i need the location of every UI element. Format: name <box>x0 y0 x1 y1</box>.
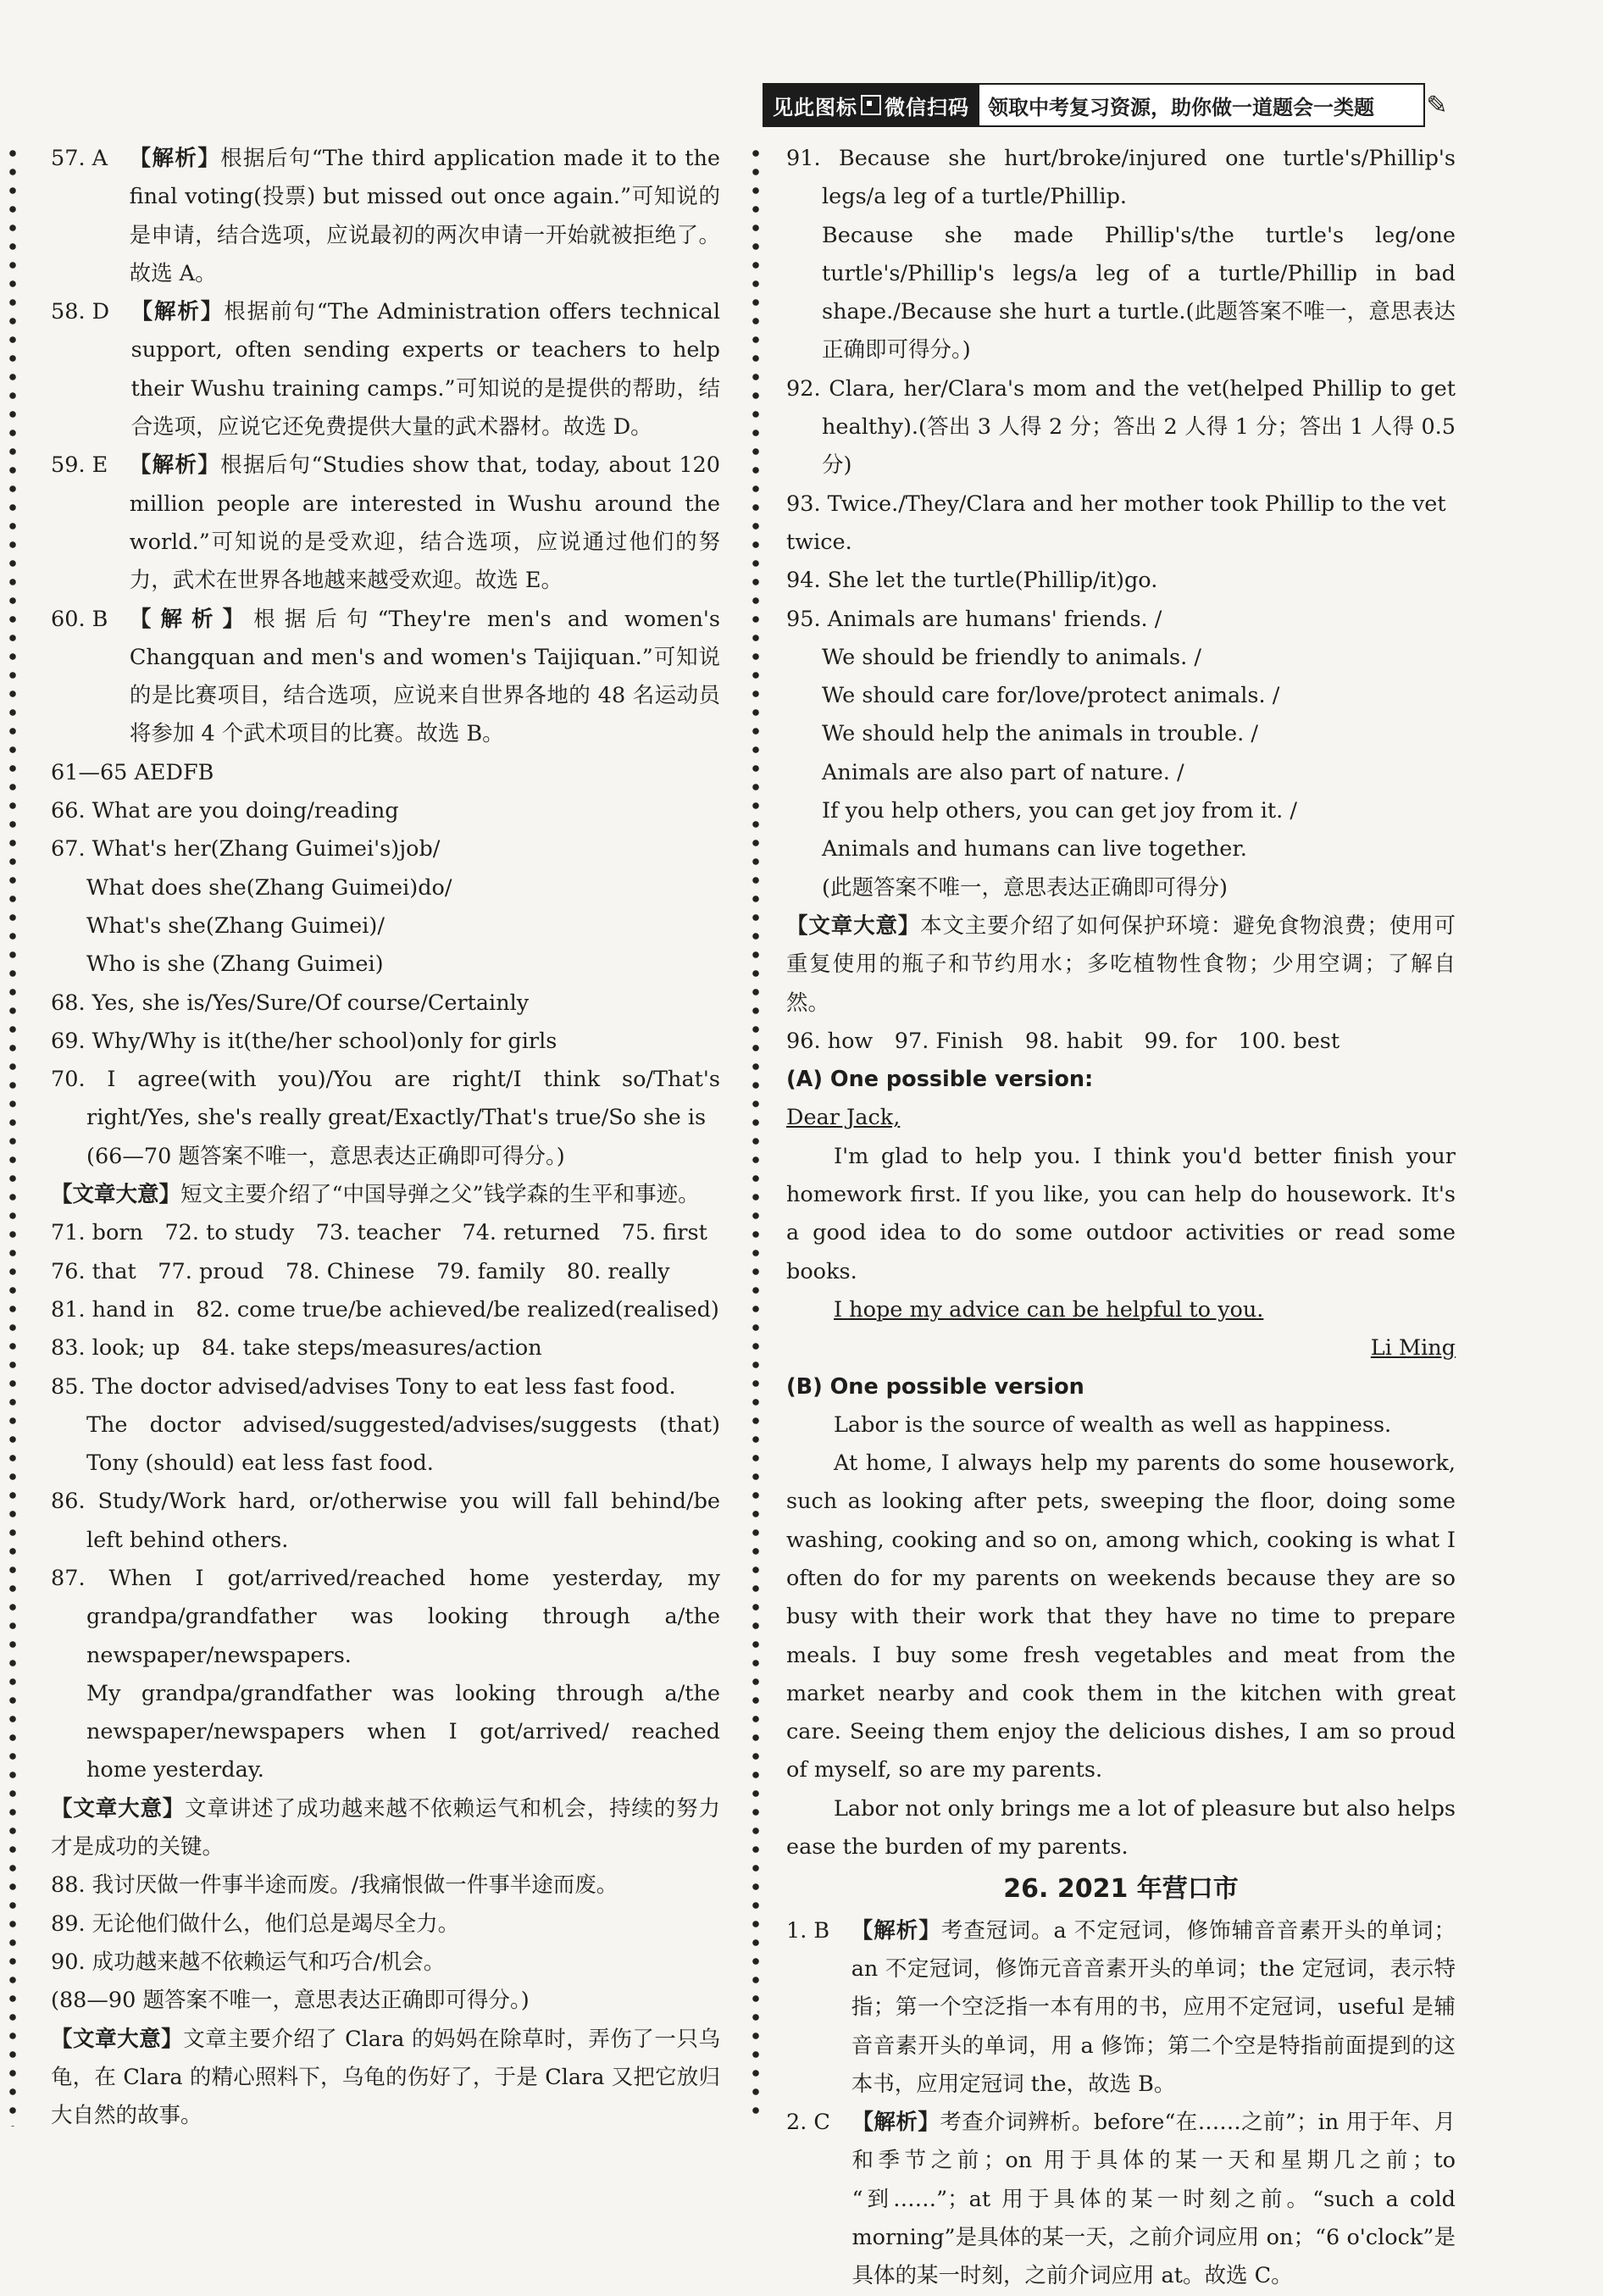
answer-91-alt: Because she made Phillip's/the turtle's leg/one turtle's/Phillip's legs/a leg of a turtle/Phillip in bad shape./Because she hurt a turtle.(此题答案不唯一，意思表达正确即可得分。) <box>822 222 1456 363</box>
answer-67-alt: Who is she (Zhang Guimei) <box>86 951 384 978</box>
answer-q1 <box>786 1912 1456 2104</box>
summary-tag: 【文章大意】 <box>51 1795 186 1822</box>
answer-60 <box>51 601 720 754</box>
analysis-tag: 【解析】 <box>129 146 221 171</box>
banner-text-2: 微信扫码 <box>885 95 969 119</box>
answer-q2 <box>786 2104 1456 2295</box>
answer-87: 87. When I got/arrived/reached home yesterday, my grandpa/grandfather was looking through a/the newspaper/newspapers. <box>51 1565 720 1668</box>
summary-2 <box>51 1790 720 1867</box>
answer-95: 95. Animals are humans' friends. / <box>786 606 1162 632</box>
summary-tag: 【文章大意】 <box>51 2026 184 2052</box>
letter-salutation: Dear Jack, <box>786 1105 901 1131</box>
answer-94: 94. She let the turtle(Phillip/it)go. <box>786 568 1158 594</box>
answer-96-100: 96. how 97. Finish 98. habit 99. for 100. best <box>786 1028 1340 1054</box>
note-95: (此题答案不唯一，意思表达正确即可得分) <box>822 874 1228 901</box>
answer-67: 67. What's her(Zhang Guimei's)job/ <box>51 836 441 862</box>
answer-61-65: 61—65 AEDFB <box>51 759 214 785</box>
answer-66: 66. What are you doing/reading <box>51 798 399 824</box>
answer-85-alt: The doctor advised/suggested/advises/suggests (that) Tony (should) eat less fast food. <box>86 1411 720 1477</box>
section-title: 26. 2021 年营口市 <box>1003 1874 1239 1905</box>
summary-text: 文章主要介绍了 Clara 的妈妈在除草时，弄伤了一只乌龟，在 Clara 的精心照料下，乌龟的伤好了，于是 Clara 又把它放归大自然的故事。 <box>51 2026 720 2129</box>
answer-67-alt: What's she(Zhang Guimei)/ <box>86 912 385 939</box>
banner-text-3: 领取中考复习资源，助你做一道题会一类题 <box>988 95 1374 119</box>
answer-95-alt: Animals and humans can live together. <box>822 836 1247 862</box>
answer-text: 考查冠词。a 不定冠词，修饰辅音音素开头的单词；an 不定冠词，修饰元音音素开头的单词；the 定冠词，表示特指；第一个空泛指一本有用的书，应用不定冠词，useful 是辅音音素开头的单词，用 a 修饰；第二个空是特指前面提到的这本书，应用定冠词 the，故选 B。 <box>851 1917 1456 2097</box>
answer-95-alt: If you help others, you can get joy from it. / <box>822 798 1297 824</box>
answer-number: 2. C <box>786 2110 852 2136</box>
summary-text: 本文主要介绍了如何保护环境：避免食物浪费；使用可重复使用的瓶子和节约用水；多吃植物性食物；少用空调；了解自然。 <box>786 912 1456 1016</box>
right-column <box>786 140 1456 2296</box>
answer-text: 考查介词辨析。before“在……之前”；in 用于年、月和季节之前；on 用于具体的某一天和星期几之前；to “到……”；at 用于具体的某一时刻之前。“such a cold morning”是具体的某一天，之前介词应用 on；“6 o'clock”是具体的某一时刻，之前介词应用 at。故选 C。 <box>851 2110 1456 2289</box>
answer-76-80: 76. that 77. proud 78. Chinese 79. family 80. really <box>51 1258 670 1284</box>
answer-text: 根据后句“They're men's and women's Changquan and men's and women's Taijiquan.”可知说的是比赛项目，结合选项，应说来自世界各地的 48 名运动员将参加 4 个武术项目的比赛。故选 B。 <box>129 606 720 747</box>
summary-tag: 【文章大意】 <box>786 912 921 939</box>
answer-81-82: 81. hand in 82. come true/be achieved/be realized(realised) <box>51 1296 719 1323</box>
summary-text: 短文主要介绍了“中国导弹之父”钱学森的生平和事迹。 <box>180 1182 700 1208</box>
answer-57 <box>51 140 720 293</box>
answer-85: 85. The doctor advised/advises Tony to eat less fast food. <box>51 1373 676 1400</box>
answer-number: 60. B <box>51 606 130 632</box>
answer-70 <box>51 1061 720 1138</box>
answer-89: 89. 无论他们做什么，他们总是竭尽全力。 <box>51 1911 460 1937</box>
left-column <box>51 140 720 2135</box>
summary-1 <box>51 1176 720 1214</box>
scan-label <box>763 83 979 127</box>
answer-90: 90. 成功越来越不依赖运气和巧合/机会。 <box>51 1949 446 1975</box>
analysis-tag: 【解析】 <box>851 1917 941 1944</box>
answer-68: 68. Yes, she is/Yes/Sure/Of course/Certainly <box>51 990 530 1016</box>
answer-text: 根据后句“The third application made it to the final voting(投票) but missed out once again.”可知说的是申请，结合选项，应说最初的两次申请一开始就被拒绝了。故选 A。 <box>129 146 720 286</box>
answer-83-84: 83. look; up 84. take steps/measures/action <box>51 1335 542 1362</box>
letter-signature: Li Ming <box>1370 1335 1456 1362</box>
answer-number: 58. D <box>51 299 131 325</box>
letter-body: I'm glad to help you. I think you'd better finish your homework first. If you like, you can help do housework. It's a good idea to do some outdoor activities or read some books. <box>786 1143 1456 1284</box>
analysis-tag: 【解析】 <box>851 2110 940 2136</box>
answer-91: 91. Because she hurt/broke/injured one turtle's/Phillip's legs/a leg of a turtle/Phillip. <box>786 146 1456 210</box>
analysis-tag: 【解析】 <box>130 299 225 325</box>
analysis-tag: 【解析】 <box>129 606 254 632</box>
answer-92: 92. Clara, her/Clara's mom and the vet(helped Phillip to get healthy).(答出 3 人得 2 分；答出 2 人得 1 分；答出 1 人得 0.5 分) <box>786 375 1456 479</box>
answer-59 <box>51 446 720 600</box>
answer-text: 70. I agree(with you)/You are right/I think so/That's right/Yes, she's really great/Exactly/That's true/So she is <box>51 1067 720 1131</box>
banner-text-1: 见此图标 <box>773 95 857 119</box>
answer-93: 93. Twice./They/Clara and her mother took Phillip to the vet twice. <box>786 491 1453 555</box>
pen-icon: ✎ <box>1426 90 1448 120</box>
summary-tag: 【文章大意】 <box>51 1182 181 1208</box>
summary-4 <box>786 907 1456 1023</box>
version-b-title: (B) One possible version <box>786 1373 1084 1400</box>
note-88-90: (88—90 题答案不唯一，意思表达正确即可得分。) <box>51 1988 530 2014</box>
answer-86: 86. Study/Work hard, or/otherwise you will fall behind/be left behind others. <box>51 1489 720 1553</box>
analysis-tag: 【解析】 <box>129 452 221 479</box>
answer-67-alt: What does she(Zhang Guimei)do/ <box>86 874 452 901</box>
answer-88: 88. 我讨厌做一件事半途而废。/我痛恨做一件事半途而废。 <box>51 1872 618 1899</box>
answer-95-alt: We should care for/love/protect animals. / <box>822 683 1280 709</box>
essay-para-1: Labor is the source of wealth as well as happiness. <box>834 1411 1392 1438</box>
version-a-title: (A) One possible version: <box>786 1067 1094 1093</box>
answer-95-alt: We should help the animals in trouble. / <box>822 721 1258 747</box>
answer-58 <box>51 293 720 446</box>
qr-icon <box>861 95 881 115</box>
answer-71-75: 71. born 72. to study 73. teacher 74. returned 75. first <box>51 1220 707 1246</box>
answer-95-alt: We should be friendly to animals. / <box>822 644 1201 670</box>
note-66-70: (66—70 题答案不唯一，意思表达正确即可得分。) <box>86 1143 565 1169</box>
letter-closing <box>786 1291 1456 1329</box>
answer-text: 根据后句“Studies show that, today, about 120 million people are interested in Wushu around the world.”可知说的是受欢迎，结合选项，应说通过他们的努力，武术在世界各地越来越受欢迎。故选 E。 <box>129 452 720 594</box>
answer-number: 59. E <box>51 452 130 479</box>
answer-number: 1. B <box>786 1917 851 1944</box>
summary-text: 文章讲述了成功越来越不依赖运气和机会，持续的努力才是成功的关键。 <box>51 1795 720 1861</box>
binding-dots <box>7 144 19 2127</box>
resource-label <box>979 83 1425 127</box>
column-divider <box>750 144 762 2118</box>
answer-number: 57. A <box>51 146 130 171</box>
summary-3 <box>51 2021 720 2136</box>
answer-text: 根据前句“The Administration offers technical support, often sending experts or teachers to help their Wushu training camps.”可知说的是提供的帮助，结合选项，应说它还免费提供大量的武术器材。故选 D。 <box>130 299 720 441</box>
header-banner <box>763 83 1449 127</box>
answer-87-alt: My grandpa/grandfather was looking through a/the newspaper/newspapers when I got/arrived/ reached home yesterday. <box>86 1680 720 1783</box>
answer-95-alt: Animals are also part of nature. / <box>822 759 1184 785</box>
essay-para-3: Labor not only brings me a lot of pleasure but also helps ease the burden of my parents. <box>786 1795 1456 1861</box>
answer-69: 69. Why/Why is it(the/her school)only for girls <box>51 1028 557 1054</box>
letter-closing-text: I hope my advice can be helpful to you. <box>834 1296 1264 1323</box>
essay-para-2: At home, I always help my parents do some housework, such as looking after pets, sweeping the floor, doing some washing, cooking and so on, among which, cooking is what I often do for my parents on weekends because they are so busy with their work that they have no time to prepare meals. I buy some fresh vegetables and meat from the market nearby and cook them in the kitchen with great care. Seeing them enjoy the delicious dishes, I am so proud of myself, so are my parents. <box>786 1450 1456 1783</box>
